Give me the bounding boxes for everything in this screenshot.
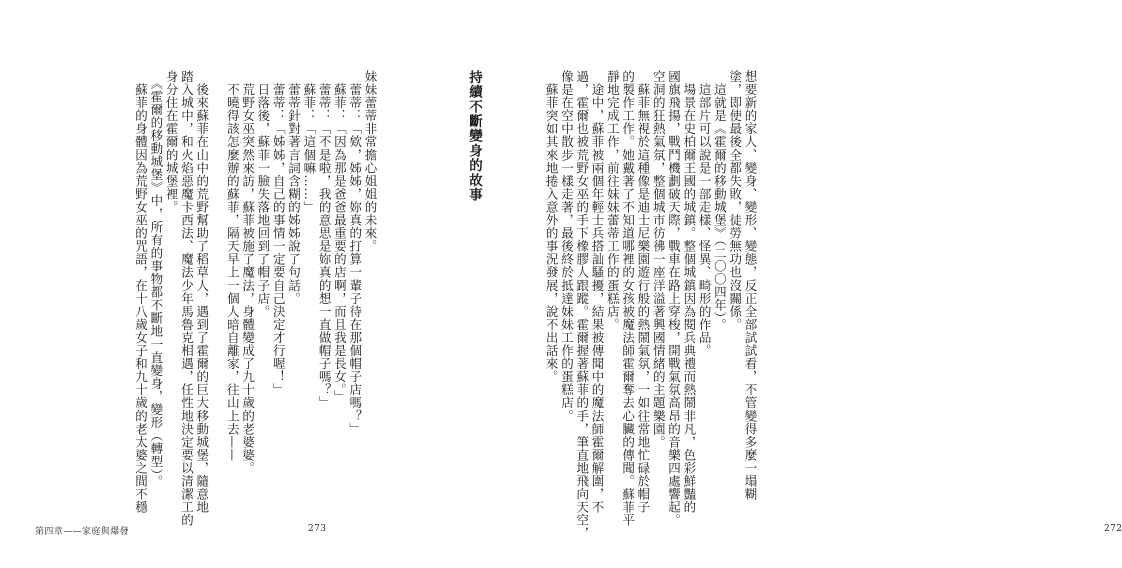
section-heading: 持續不斷變身的故事 xyxy=(466,70,482,203)
left-page-body: 妹妹蕾蒂非常擔心姐姐的未來。 蕾蒂：「欸，姊姊，妳真的打算一輩子待在那個帽子店嗎？」 蘇菲：「因為那是爸爸最重要的店啊，而且我是長女。」 蕾蒂：「不是啦，我的意思是妳真的想一直做帽子嗎？」 蘇菲：「這個嘛……」 蕾蒂針對著言詞含糊的姊姊說了句話。 蕾蒂：「姊姊，自己的事情一定要自己決定才行喔！」 日落後，蘇菲一臉失落地回到了帽子店。 荒野女巫突然來訪，蘇菲被施了魔法，身體變成了九十歲的老婆婆。 不曉得該怎麼辦的蘇菲，隔天早上一個人暗自離家，往山上去—— 後來蘇菲在山中的荒野幫助了稻草人，遇到了霍爾的巨大移動城堡，隨意地 踏入城中，和火焰惡魔卡西法、魔法少年馬魯克相遇，任性地決定要以清潔工的 身分住在霍爾的城堡裡。 《霍爾的移動城堡》中，所有的事物都不斷地一直變身，變形（轉型）。 蘇菲的身體因為荒野女巫的咒語，在十八歲女子和九十歲的老太婆之間不穩 xyxy=(133,70,378,527)
page-number-left: 273 xyxy=(308,524,327,534)
left-page xyxy=(0,0,400,568)
right-page xyxy=(400,0,1122,568)
right-page-body: 想要新的家人、變身、變形、變態，反正全部試試看，不管變得多麼一塌糊 塗，即使最後全都失敗，徒勞無功也沒關係。 這就是《霍爾的移動城堡》（二〇〇四年）。 這部片可以說是一部走樣、怪異、畸形的作品。 場景在史柏爾王國的城鎮。整個城鎮因為閱兵典禮而熱鬧非凡，色彩鮮豔的 國旗飛揚，戰鬥機劃破天際，戰車在路上穿梭，開戰氣氛高昂的音樂四處響起。 空洞的狂熱氣氛，整個城市彷彿一座洋溢著興國情緒的主題樂園。 蘇菲無視於這種像是迪士尼樂園遊行般的熱鬧氣氛，一如往常地忙碌於帽子 的製作工作。她戴著了不知道哪裡的女孩被魔法師霍爾奪去心臟的傳聞。蘇菲平 靜地完成工作，前往妹妹蕾蒂工作的蛋糕店。 途中，蘇菲被兩個年輕士兵搭訕騷擾，結果被傳聞中的魔法師霍爾解圍，不 過，霍爾也被荒野女巫的手下橡膠人跟蹤。霍爾握著蘇菲的手，筆直地飛向天空， 像是在空中散步一樣走著，最後終於抵達妹妹工作的蛋糕店。 蘇菲突如其來地捲入意外的事況發展，說不出話來。 xyxy=(544,70,758,540)
page-number-right: 272 xyxy=(1104,524,1122,534)
running-head: 第四章——家庭與爆發 xyxy=(35,527,130,537)
